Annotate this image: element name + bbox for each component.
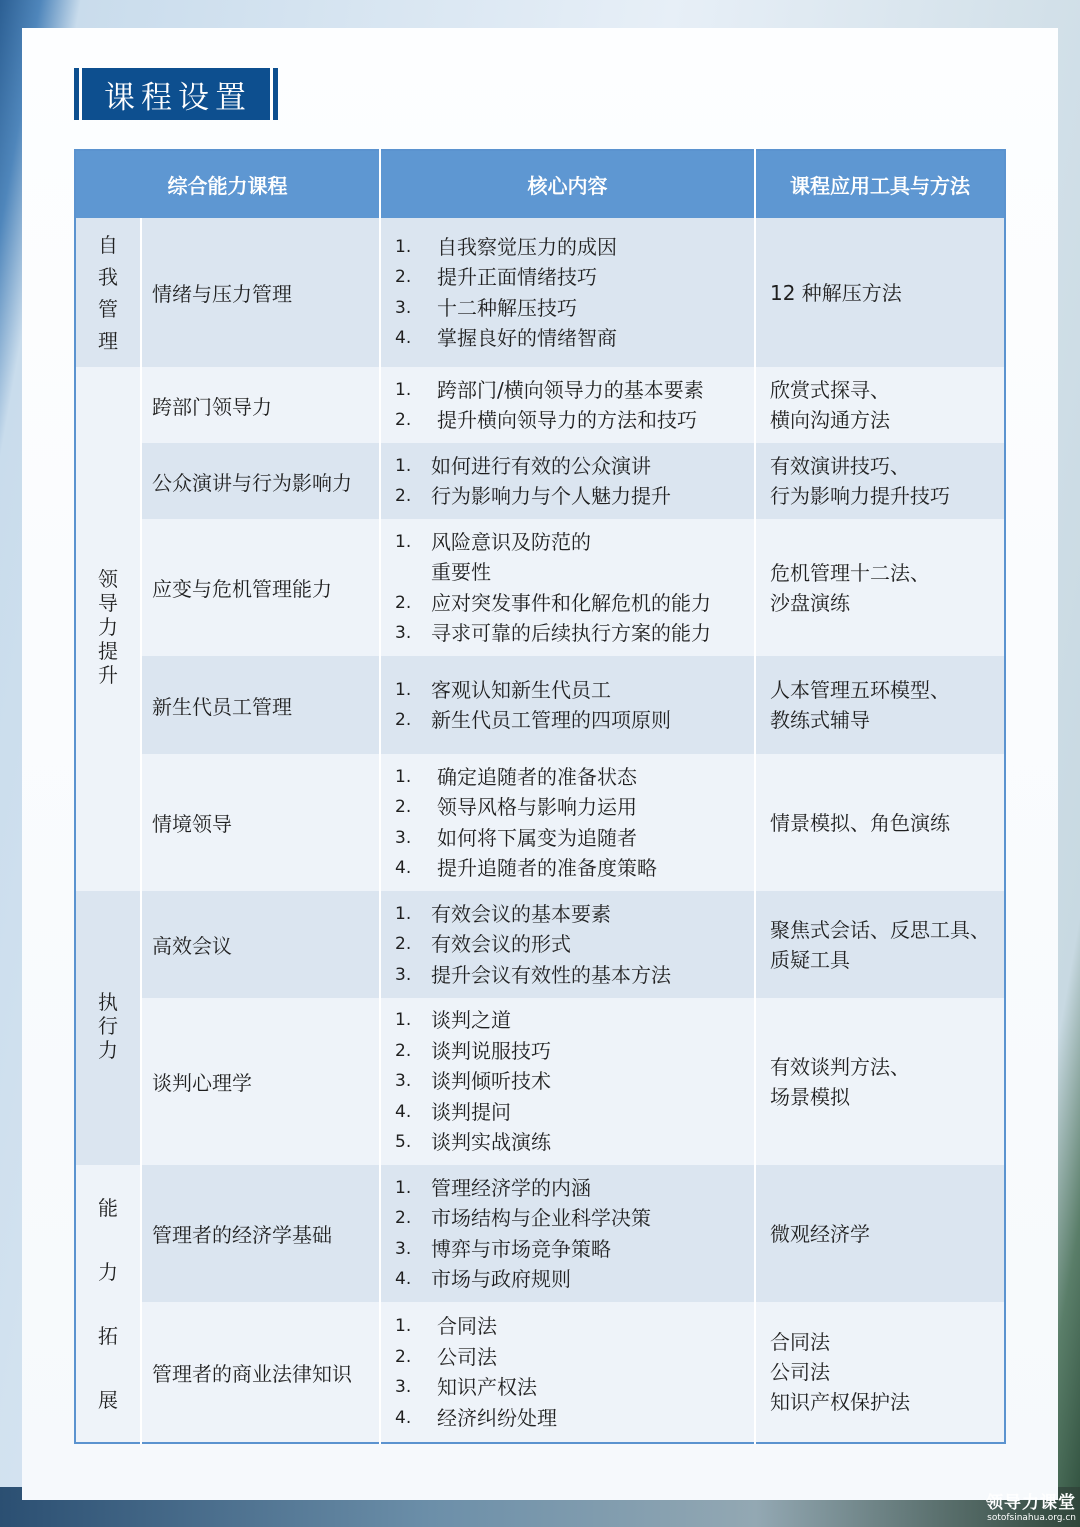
core-content bbox=[380, 1165, 755, 1302]
list-item: 2. 提升正面情绪技巧 bbox=[395, 265, 597, 289]
tools-cell: 有效谈判方法、 场景模拟 bbox=[755, 998, 1005, 1165]
list-item: 1. 有效会议的基本要素 bbox=[395, 901, 611, 926]
core-content bbox=[380, 367, 755, 443]
list-item: 2. 新生代员工管理的四项原则 bbox=[395, 708, 671, 732]
core-content bbox=[380, 891, 755, 998]
category-leadership: 领导力提升 bbox=[75, 367, 141, 891]
list-item: 2. 公司法 bbox=[395, 1344, 497, 1369]
list-item: 4. 谈判提问 bbox=[395, 1099, 511, 1124]
list-item: 1. 合同法 bbox=[395, 1314, 497, 1338]
list-item: 1. 如何进行有效的公众演讲 bbox=[395, 453, 651, 478]
core-content bbox=[380, 1302, 755, 1443]
list-item: 3. 知识产权法 bbox=[395, 1375, 537, 1399]
table-row bbox=[75, 891, 1005, 998]
list-item: 5. 谈判实战演练 bbox=[395, 1130, 551, 1155]
core-content bbox=[380, 656, 755, 754]
list-item: 4. 掌握良好的情绪智商 bbox=[395, 326, 617, 350]
list-item: 2. 应对突发事件和化解危机的能力 bbox=[395, 590, 711, 615]
table-row bbox=[75, 367, 1005, 443]
course-table bbox=[74, 149, 1006, 1444]
list-item: 1. 自我察觉压力的成因 bbox=[395, 234, 617, 259]
list-item: 3. 谈判倾听技术 bbox=[395, 1069, 551, 1094]
watermark-title: 领导力课堂 bbox=[986, 1493, 1076, 1513]
watermark-url: sotofsinahua.org.cn bbox=[987, 1513, 1076, 1523]
header-core: 核心内容 bbox=[380, 150, 755, 218]
table-row bbox=[75, 519, 1005, 656]
list-item: 重要性 bbox=[431, 560, 491, 584]
course-name: 高效会议 bbox=[141, 891, 380, 998]
tools-cell: 合同法 公司法 知识产权保护法 bbox=[755, 1302, 1005, 1443]
core-content bbox=[380, 519, 755, 656]
tools-cell: 欣赏式探寻、 横向沟通方法 bbox=[755, 367, 1005, 443]
core-content bbox=[380, 218, 755, 367]
list-item: 3. 十二种解压技巧 bbox=[395, 295, 577, 320]
section-title-text: 课程设置 bbox=[79, 68, 270, 120]
core-content bbox=[380, 998, 755, 1165]
list-item: 4. 经济纠纷处理 bbox=[395, 1405, 557, 1430]
table-row bbox=[75, 656, 1005, 754]
tools-cell: 12 种解压方法 bbox=[755, 218, 1005, 367]
list-item: 1. 谈判之道 bbox=[395, 1008, 511, 1033]
list-item: 2. 行为影响力与个人魅力提升 bbox=[395, 484, 671, 508]
list-item: 3. 提升会议有效性的基本方法 bbox=[395, 962, 671, 987]
course-name: 情绪与压力管理 bbox=[141, 218, 380, 367]
list-item: 4. 市场与政府规则 bbox=[395, 1267, 571, 1291]
category-execution: 执行力 bbox=[75, 891, 141, 1165]
list-item: 1. 跨部门/横向领导力的基本要素 bbox=[395, 377, 704, 402]
list-item: 4. 提升追随者的准备度策略 bbox=[395, 856, 657, 880]
list-item: 1. 客观认知新生代员工 bbox=[395, 677, 611, 702]
table-row bbox=[75, 754, 1005, 891]
list-item: 2. 领导风格与影响力运用 bbox=[395, 795, 637, 819]
section-title bbox=[74, 68, 278, 120]
tools-cell: 危机管理十二法、 沙盘演练 bbox=[755, 519, 1005, 656]
list-item: 2. 提升横向领导力的方法和技巧 bbox=[395, 408, 697, 432]
category-capability-expansion: 能力拓展 bbox=[75, 1165, 141, 1443]
course-name: 情境领导 bbox=[141, 754, 380, 891]
table-row bbox=[75, 1302, 1005, 1443]
header-tools: 课程应用工具与方法 bbox=[755, 150, 1005, 218]
header-course: 综合能力课程 bbox=[75, 150, 380, 218]
course-name: 新生代员工管理 bbox=[141, 656, 380, 754]
table-header-row bbox=[75, 150, 1005, 218]
table-row bbox=[75, 443, 1005, 519]
list-item: 1. 确定追随者的准备状态 bbox=[395, 764, 637, 789]
course-name: 管理者的商业法律知识 bbox=[141, 1302, 380, 1443]
course-name: 跨部门领导力 bbox=[141, 367, 380, 443]
table-row bbox=[75, 218, 1005, 367]
list-item: 3. 如何将下属变为追随者 bbox=[395, 825, 637, 850]
tools-cell: 聚焦式会话、反思工具、 质疑工具 bbox=[755, 891, 1005, 998]
category-self-management: 自我管理 bbox=[75, 218, 141, 367]
title-accent-right bbox=[270, 68, 278, 120]
tools-cell: 微观经济学 bbox=[755, 1165, 1005, 1302]
tools-cell: 人本管理五环模型、 教练式辅导 bbox=[755, 656, 1005, 754]
list-item: 3. 博弈与市场竞争策略 bbox=[395, 1236, 611, 1261]
course-name: 谈判心理学 bbox=[141, 998, 380, 1165]
list-item: 2. 市场结构与企业科学决策 bbox=[395, 1206, 651, 1230]
list-item: 1. 风险意识及防范的 bbox=[395, 529, 591, 554]
list-item: 1. 管理经济学的内涵 bbox=[395, 1175, 591, 1200]
list-item: 2. 谈判说服技巧 bbox=[395, 1038, 551, 1063]
list-item: 2. 有效会议的形式 bbox=[395, 932, 571, 957]
core-content bbox=[380, 754, 755, 891]
course-name: 应变与危机管理能力 bbox=[141, 519, 380, 656]
table-row bbox=[75, 998, 1005, 1165]
course-name: 公众演讲与行为影响力 bbox=[141, 443, 380, 519]
core-content bbox=[380, 443, 755, 519]
course-name: 管理者的经济学基础 bbox=[141, 1165, 380, 1302]
tools-cell: 情景模拟、角色演练 bbox=[755, 754, 1005, 891]
watermark bbox=[986, 1488, 1076, 1523]
list-item: 3. 寻求可靠的后续执行方案的能力 bbox=[395, 621, 711, 645]
tools-cell: 有效演讲技巧、 行为影响力提升技巧 bbox=[755, 443, 1005, 519]
table-row bbox=[75, 1165, 1005, 1302]
